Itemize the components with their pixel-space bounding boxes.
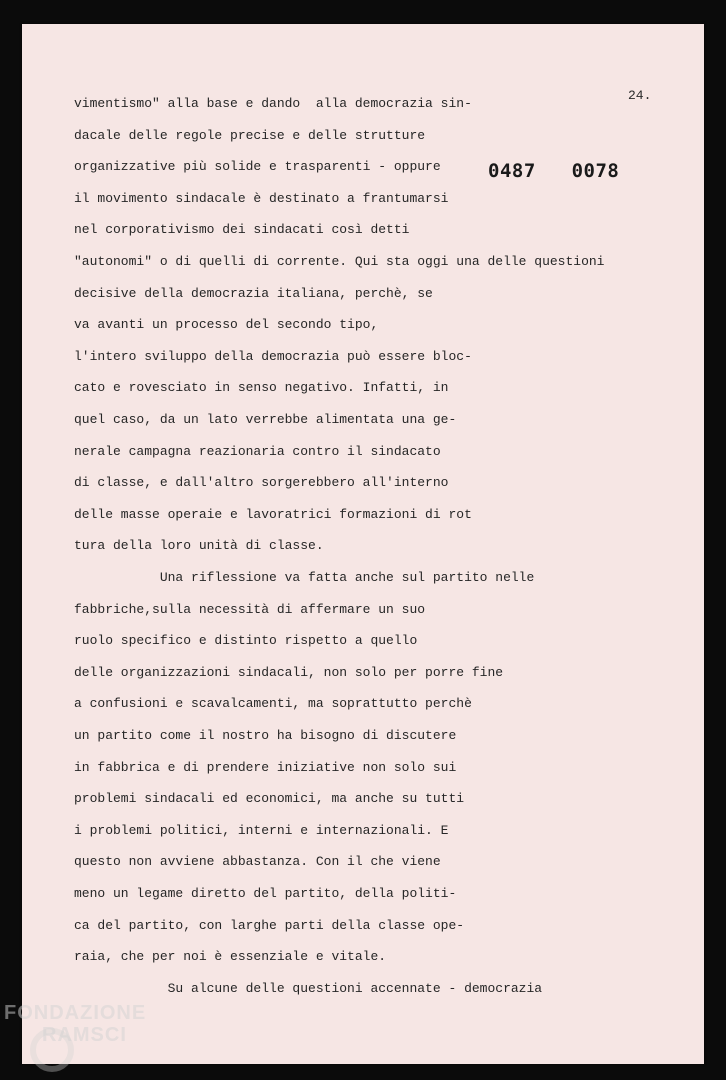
text-line: ca del partito, con larghe parti della classe ope- xyxy=(74,917,465,933)
text-line: nerale campagna reazionaria contro il sindacato xyxy=(74,443,441,459)
text-line: cato e rovesciato in senso negativo. Infatti, in xyxy=(74,380,449,396)
text-line: tura della loro unità di classe. xyxy=(74,538,324,554)
text-line: delle organizzazioni sindacali, non solo per porre fine xyxy=(74,664,504,680)
page-number: 24. xyxy=(628,88,652,103)
archive-stamp-number: 0487 0078 xyxy=(488,160,620,182)
text-line: il movimento sindacale è destinato a frantumarsi xyxy=(74,190,449,206)
g-ring-icon xyxy=(30,1028,74,1072)
watermark-line-2: RAMSCI xyxy=(42,1024,127,1046)
text-line: raia, che per noi è essenziale e vitale. xyxy=(74,949,387,965)
text-line: delle masse operaie e lavoratrici formazioni di rot xyxy=(74,506,472,522)
text-line: un partito come il nostro ha bisogno di discutere xyxy=(74,728,457,743)
text-line: in fabbrica e di prendere iniziative non solo sui xyxy=(74,759,457,775)
text-line: i problemi politici, interni e internazionali. E xyxy=(74,822,449,838)
text-line: Una riflessione va fatta anche sul partito nelle xyxy=(74,570,535,585)
text-line: organizzative più solide e trasparenti - oppure xyxy=(74,159,441,175)
text-line: l'intero sviluppo della democrazia può essere bloc- xyxy=(74,348,472,364)
watermark-line-1: FONDAZIONE xyxy=(4,1002,147,1024)
text-line: ruolo specifico e distinto rispetto a quello xyxy=(74,633,418,649)
text-line: questo non avviene abbastanza. Con il che viene xyxy=(74,854,441,870)
text-line: meno un legame diretto del partito, della politi- xyxy=(74,886,457,901)
document-page xyxy=(22,24,704,1064)
text-line: Su alcune delle questioni accennate - democrazia xyxy=(74,980,543,996)
text-line: decisive della democrazia italiana, perchè, se xyxy=(74,285,433,301)
fondazione-gramsci-watermark-logo xyxy=(4,1002,146,1046)
text-line: "autonomi" o di quelli di corrente. Qui sta oggi una delle questioni xyxy=(74,254,605,269)
text-line: vimentismo" alla base e dando alla democrazia sin- xyxy=(74,96,472,111)
text-line: nel corporativismo dei sindacati così detti xyxy=(74,222,410,238)
text-line: problemi sindacali ed economici, ma anche su tutti xyxy=(74,791,465,807)
text-line: fabbriche,sulla necessità di affermare un suo xyxy=(74,601,426,617)
text-line: a confusioni e scavalcamenti, ma soprattutto perchè xyxy=(74,696,472,712)
text-line: di classe, e dall'altro sorgerebbero all'interno xyxy=(74,475,449,491)
text-line: quel caso, da un lato verrebbe alimentata una ge- xyxy=(74,412,457,427)
text-line: dacale delle regole precise e delle strutture xyxy=(74,127,426,143)
text-line: va avanti un processo del secondo tipo, xyxy=(74,317,379,333)
